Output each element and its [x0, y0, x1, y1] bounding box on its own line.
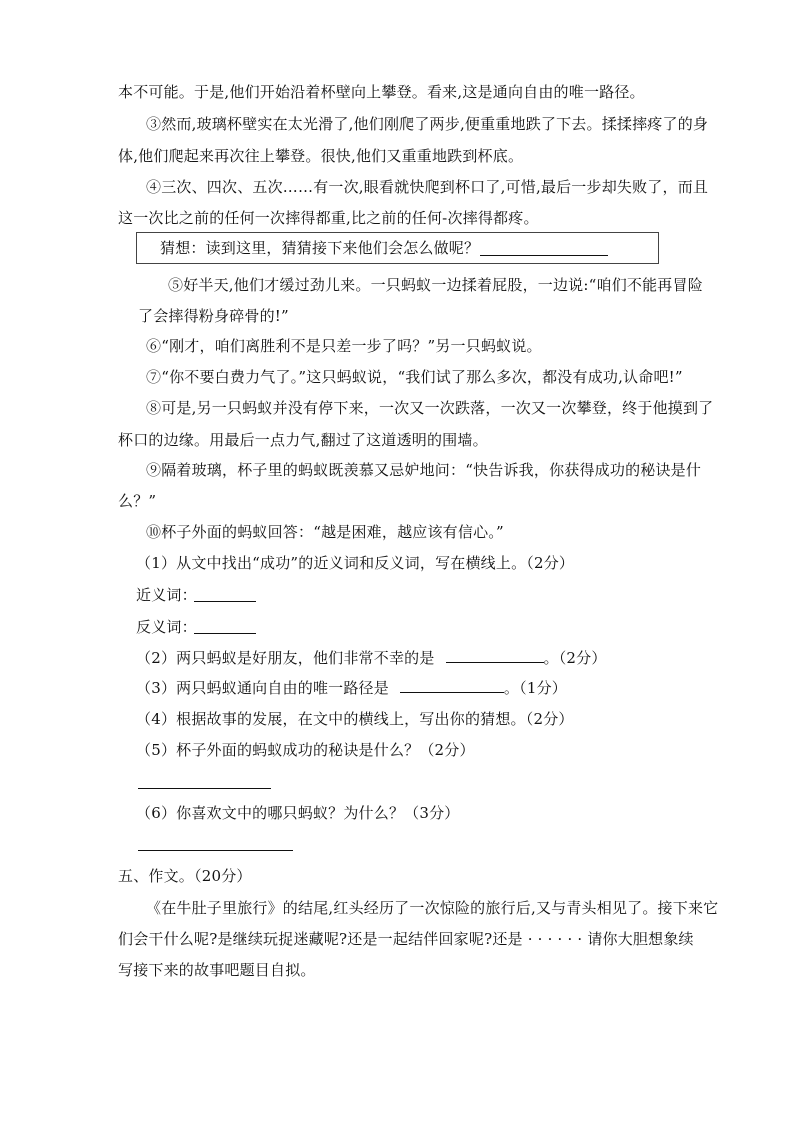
question-2-score: 。（2分）: [543, 649, 607, 667]
question-3-score: 。（1分）: [503, 679, 567, 697]
question-5: （5）杯子外面的蚂蚁成功的秘诀是什么？（2分）: [136, 741, 475, 759]
passage-para6: ⑥“刚才，咱们离胜利不是只差一步了吗？”另一只蚂蚁说。: [146, 337, 542, 355]
question-2-blank[interactable]: [446, 648, 544, 663]
question-1-antonym-label: 反义词：: [136, 618, 197, 636]
question-1: （1）从文中找出“成功”的近义词和反义词，写在横线上。（2分）: [136, 554, 575, 572]
composition-line3: 写接下来的故事吧题目自拟。: [118, 961, 316, 979]
question-1-synonym-label: 近义词：: [136, 586, 197, 604]
question-6-answer-blank[interactable]: [138, 850, 293, 851]
passage-para3-line2: 体,他们爬起来再次往上攀登。很快,他们又重重地跌到杯底。: [118, 147, 524, 165]
passage-para8-line2: 杯口的边缘。用最后一点力气,翻过了这道透明的围墙。: [118, 431, 488, 449]
passage-para5-line2: 了会摔得粉身碎骨的!”: [138, 307, 289, 325]
passage-para2-tail: 本不可能。于是,他们开始沿着杯壁向上攀登。看来,这是通向自由的唯一路径。: [118, 83, 645, 101]
passage-para5-line1: ⑤好半天,他们才缓过劲儿来。一只蚂蚁一边揉着屁股，一边说:“咱们不能再冒险: [168, 276, 703, 294]
composition-heading: 五、作文。（20分）: [118, 867, 252, 885]
question-4: （4）根据故事的发展，在文中的横线上，写出你的猜想。（2分）: [136, 710, 574, 728]
composition-line1: 《在牛肚子里旅行》的结尾,红头经历了一次惊险的旅行后,又与青头相见了。接下来它: [146, 899, 719, 917]
passage-para4-line1: ④三次、四次、五次……有一次,眼看就快爬到杯口了,可惜,最后一步却失败了，而且: [146, 178, 709, 196]
question-1-synonym-blank[interactable]: [194, 601, 256, 602]
question-5-answer-blank[interactable]: [138, 788, 271, 789]
passage-para7: ⑦“你不要白费力气了。”这只蚂蚁说，“我们试了那么多次，都没有成功,认命吧!”: [146, 368, 683, 386]
question-6: （6）你喜欢文中的哪只蚂蚁？为什么？（3分）: [136, 804, 460, 822]
passage-para3-line1: ③然而,玻璃杯壁实在太光滑了,他们刚爬了两步,便重重地跌了下去。揉揉摔疼了的身: [146, 115, 709, 133]
question-1-antonym-blank[interactable]: [194, 633, 256, 634]
passage-para9-line2: 么？”: [118, 492, 157, 510]
question-3: [136, 678, 567, 698]
passage-para8-line1: ⑧可是,另一只蚂蚁并没有停下来，一次又一次跌落，一次又一次攀登，终于他摸到了: [146, 399, 714, 417]
passage-para4-line2: 这一次比之前的任何一次摔得都重,比之前的任何-次摔得都疼。: [118, 209, 539, 227]
question-2-text: （2）两只蚂蚁是好朋友，他们非常不幸的是: [136, 649, 435, 667]
guess-answer-blank[interactable]: [480, 255, 608, 256]
composition-line2: 们会干什么呢?是继续玩捉迷藏呢?还是一起结伴回家呢?还是 · · · · · · 请你大胆想象续: [118, 930, 694, 948]
passage-para9-line1: ⑨隔着玻璃，杯子里的蚂蚁既羡慕又忌妒地问：“快告诉我，你获得成功的秘诀是什: [146, 461, 702, 479]
passage-para10: ⑩杯子外面的蚂蚁回答：“越是困难，越应该有信心。”: [146, 523, 504, 541]
question-2: [136, 648, 607, 668]
question-3-blank[interactable]: [400, 678, 504, 693]
guess-prompt: 猜想：读到这里，猜猜接下来他们会怎么做呢？: [160, 239, 480, 257]
question-3-text: （3）两只蚂蚁通向自由的唯一路径是: [136, 679, 389, 697]
